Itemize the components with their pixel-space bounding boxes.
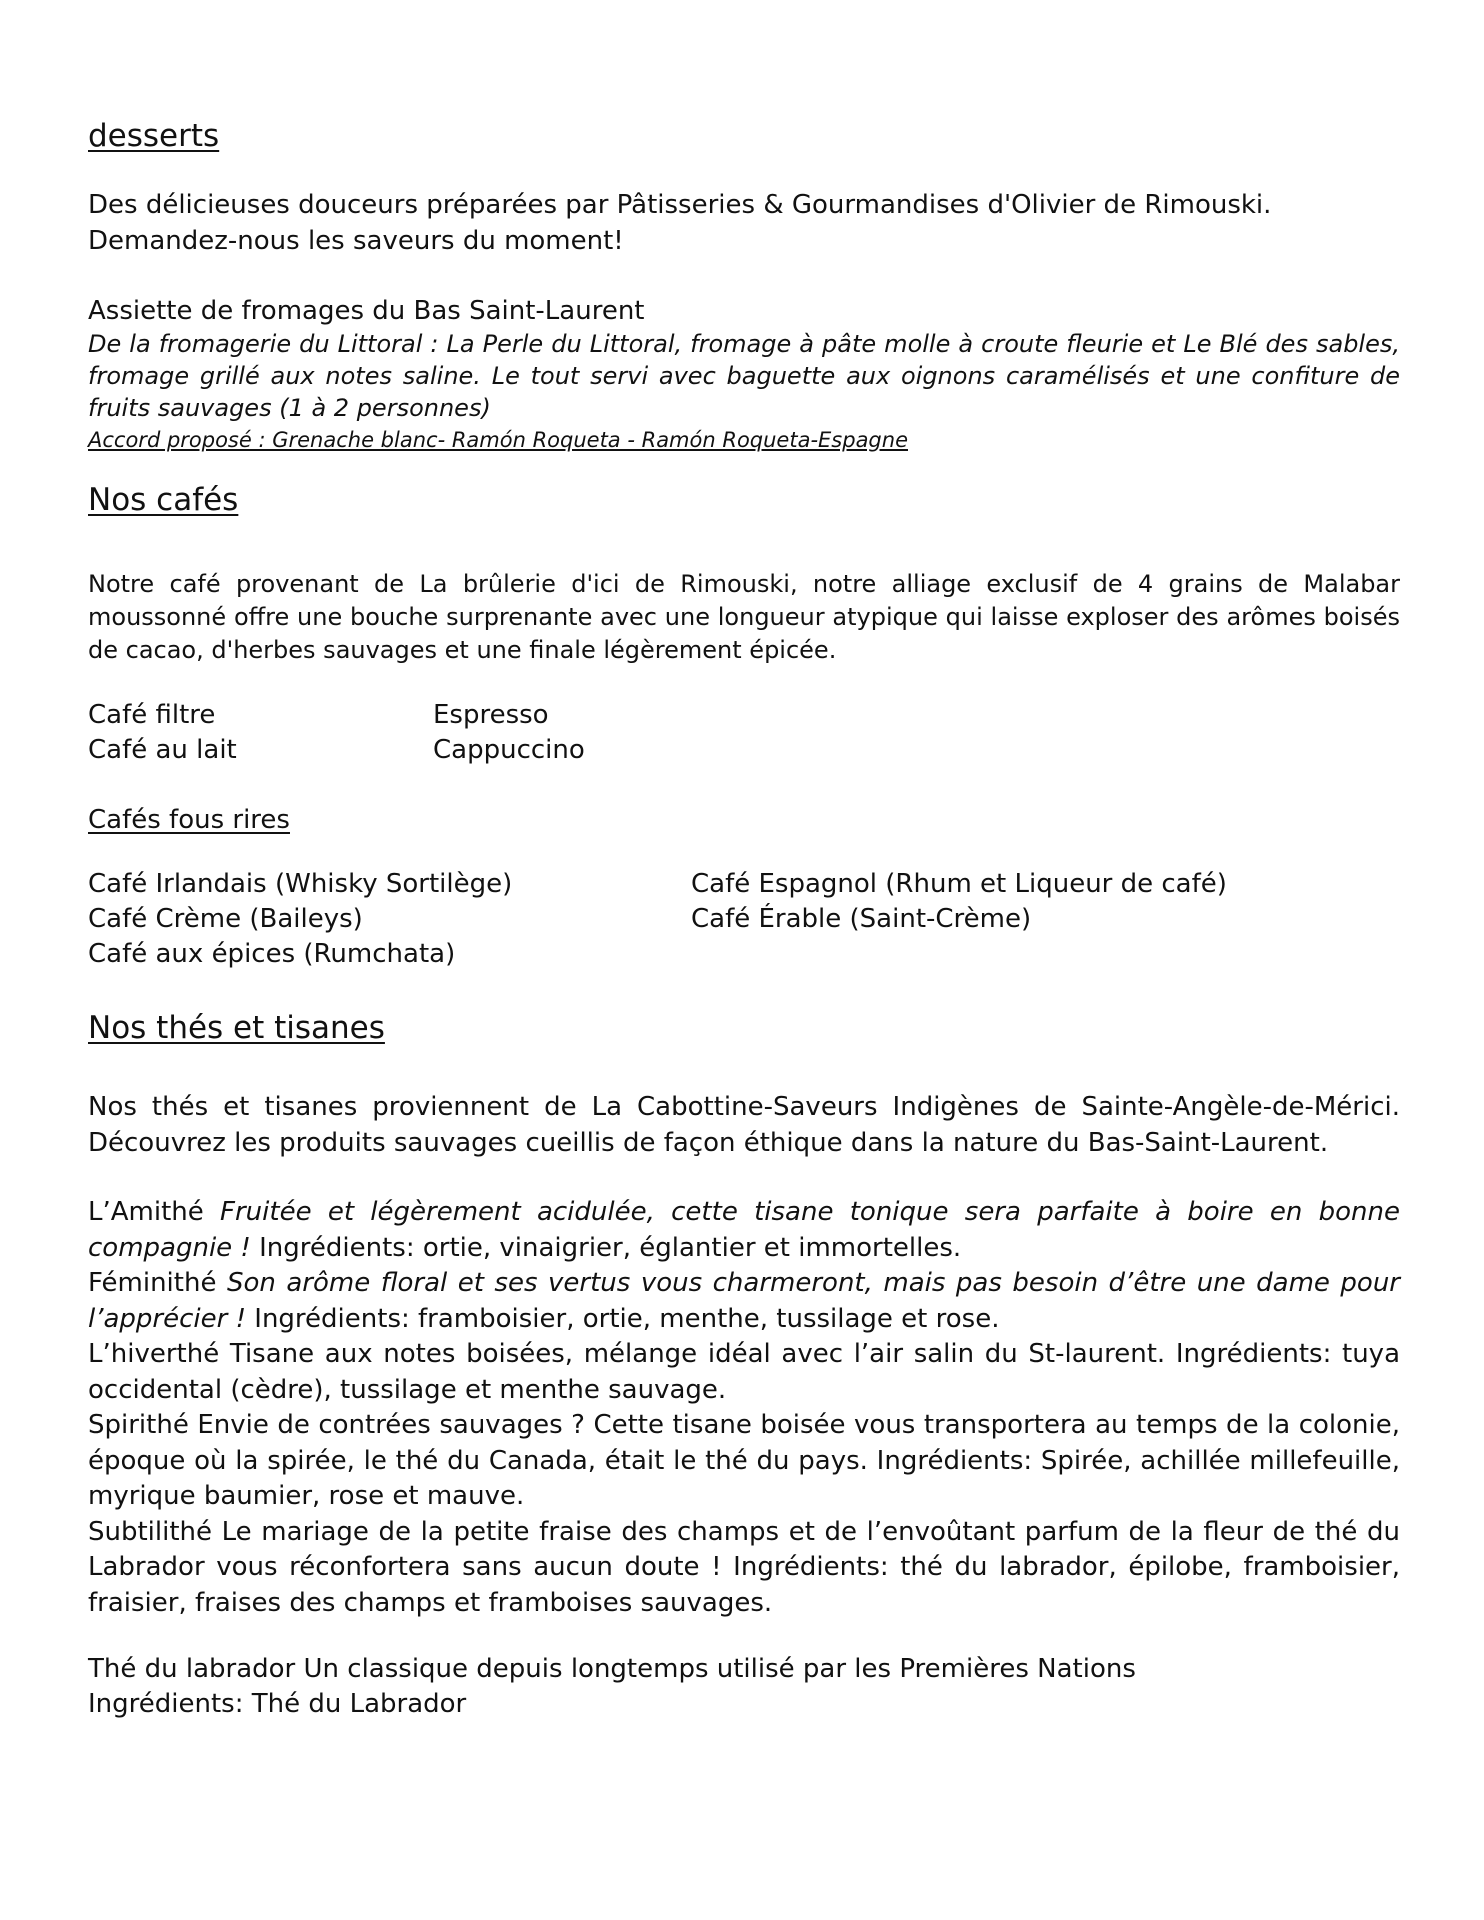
fous-rires-item: Café aux épices (Rumchata) (88, 939, 456, 969)
desserts-intro: Des délicieuses douceurs préparées par Pâtisseries & Gourmandises d'Olivier de Rimouski. Demandez-nous les saveurs du moment! (88, 190, 1272, 256)
fous-rires-item: Café Irlandais (Whisky Sortilège) (88, 869, 513, 899)
fous-rires-item: Café Espagnol (Rhum et Liqueur de café) (691, 869, 1227, 899)
cheese-plate-pairing: Accord proposé : Grenache blanc- Ramón Roqueta - Ramón Roqueta-Espagne (88, 428, 908, 452)
thes-intro: Nos thés et tisanes proviennent de La Cabottine-Saveurs Indigènes de Sainte-Angèle-de-Mérici. Découvrez les produits sauvages cueillis de façon éthique dans la nature du Bas-Saint-Laurent. (88, 1092, 1400, 1158)
cafes-intro: Notre café provenant de La brûlerie d'ici de Rimouski, notre alliage exclusif de 4 grains de Malabar moussonné offre une bouche surprenante avec une longueur atypique qui laisse exploser des arômes boisés de cacao, d'herbes sauvages et une finale légèrement épicée. (88, 570, 1400, 664)
cheese-plate-description: De la fromagerie du Littoral : La Perle du Littoral, fromage à pâte molle à croute fleurie et Le Blé des sables, fromage grillé aux notes saline. Le tout servi avec baguette aux oignons caramélisés et une confiture de fruits sauvages (1 à 2 personnes) (88, 330, 1400, 422)
labrador-tea-line: Thé du labrador Un classique depuis longtemps utilisé par les Premières Nations (88, 1654, 1136, 1684)
desserts-heading: desserts (88, 118, 220, 154)
tea-item: Subtilithé Le mariage de la petite fraise des champs et de l’envoûtant parfum de la fleur de thé du Labrador vous réconfortera sans aucun doute ! Ingrédients: thé du labrador, épilobe, framboisier, fraisier, fraises des champs et framboises sauvages. (88, 1516, 1400, 1618)
fous-rires-item: Café Érable (Saint-Crème) (691, 904, 1032, 934)
labrador-tea-ingredients: Ingrédients: Thé du Labrador (88, 1689, 467, 1719)
fous-rires-item: Café Crème (Baileys) (88, 904, 363, 934)
thes-heading: Nos thés et tisanes (88, 1010, 385, 1046)
cafe-item: Cappuccino (433, 735, 585, 765)
tea-item: L’hiverthé Tisane aux notes boisées, mélange idéal avec l’air salin du St-laurent. Ingrédients: tuya occidental (cèdre), tussilage et menthe sauvage. (88, 1339, 1400, 1405)
tea-list (88, 1195, 1400, 1621)
tea-item: Féminithé Son arôme floral et ses vertus vous charmeront, mais pas besoin d’être une dame pour l’apprécier ! Ingrédients: framboisier, ortie, menthe, tussilage et rose. (88, 1268, 1400, 1334)
cafes-heading: Nos cafés (88, 482, 239, 518)
tea-item: L’Amithé Fruitée et légèrement acidulée, cette tisane tonique sera parfaite à boire en bonne compagnie ! Ingrédients: ortie, vinaigrier, églantier et immortelles. (88, 1197, 1400, 1263)
fous-rires-heading: Cafés fous rires (88, 805, 290, 835)
cafe-item: Café au lait (88, 735, 237, 765)
cafe-item: Café filtre (88, 700, 216, 730)
tea-item: Spirithé Envie de contrées sauvages ? Cette tisane boisée vous transportera au temps de la colonie, époque où la spirée, le thé du Canada, était le thé du pays. Ingrédients: Spirée, achillée millefeuille, myrique baumier, rose et mauve. (88, 1410, 1401, 1511)
cheese-plate-name: Assiette de fromages du Bas Saint-Laurent (88, 296, 645, 326)
cafe-item: Espresso (433, 700, 549, 730)
